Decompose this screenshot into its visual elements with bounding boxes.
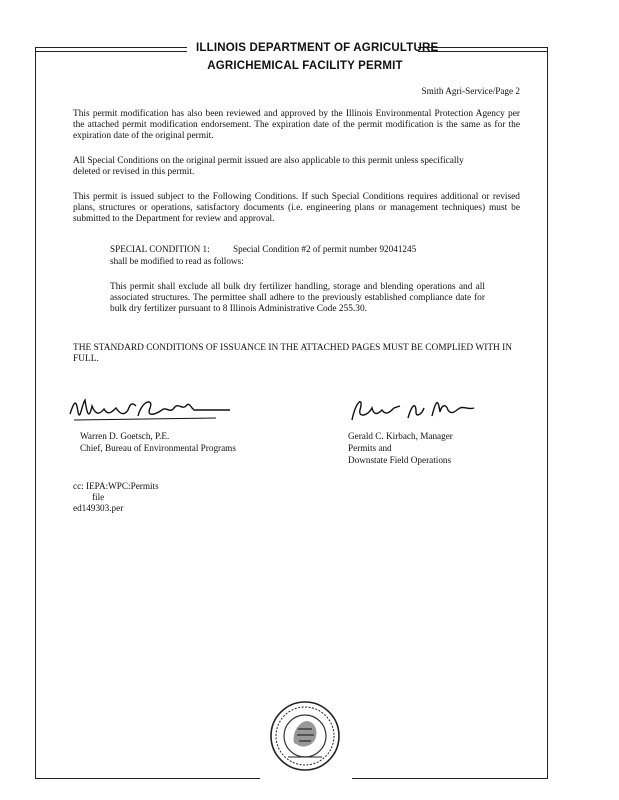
standard-conditions-statement: THE STANDARD CONDITIONS OF ISSUANCE IN THE ATTACHED PAGES MUST BE COMPLIED WITH IN FULL. [73,343,513,365]
left-border [35,47,36,779]
special-condition-text: This permit shall exclude all bulk dry fertilizer handling, storage and blending operations and all associated structures. The permittee shall adhere to the previously established compliance date for bulk dry fertilizer pursuant to 8 Illinois Administrative Code 255.30. [110,282,485,315]
right-border [547,47,548,779]
special-condition-intro-line1: Special Condition #2 of permit number 92041245 [233,244,417,254]
signatory-right-title-line2: Downstate Field Operations [348,455,452,465]
top-rule-left [35,47,187,48]
agency-title: ILLINOIS DEPARTMENT OF AGRICULTURE [196,42,439,54]
special-condition-label: SPECIAL CONDITION 1: [110,244,210,254]
signatory-left-title: Chief, Bureau of Environmental Programs [80,443,236,453]
signature-kirbach [342,394,482,428]
paragraph-modification-approval: This permit modification has also been reviewed and approved by the Illinois Environmental Protection Agency per the attached permit modification endorsement. The expiration date of the permit modification is the same as for the expiration date of the original permit. [73,109,520,142]
cc-line-1: cc: IEPA:WPC:Permits [73,481,159,491]
paragraph-special-conditions-applicable: All Special Conditions on the original permit issued are also applicable to this permit unless specifically deleted or revised in this permit. [73,156,464,178]
recycled-paper-seal [268,699,342,773]
signatory-right-name: Gerald C. Kirbach, Manager [348,431,453,441]
bottom-rule-left [35,778,260,779]
bottom-rule-right [352,778,548,779]
special-condition-intro-line2: shall be modified to read as follows: [110,256,244,266]
page-reference: Smith Agri-Service/Page 2 [421,86,520,96]
signature-goetsch [66,392,236,430]
signatory-left-name: Warren D. Goetsch, P.E. [80,431,170,441]
signatory-right-title-line1: Permits and [348,443,392,453]
permit-type-title: AGRICHEMICAL FACILITY PERMIT [207,60,403,72]
top-rule-left-2 [35,51,187,52]
paragraph-conditions-issued: This permit is issued subject to the Following Conditions. If such Special Conditions requires additional or revised plans, structures or operations, satisfactory documents (i.e. engineering plans or management techniques) must be submitted to the Department for review and approval. [73,192,520,225]
cc-line-2: file [92,492,105,502]
cc-line-3: ed149303.per [73,503,124,513]
